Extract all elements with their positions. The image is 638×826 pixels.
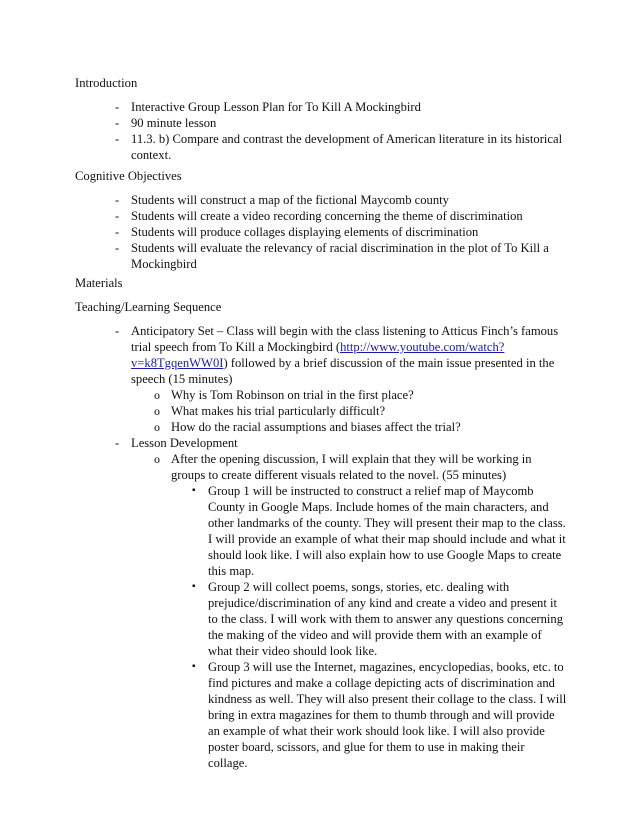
introduction-list xyxy=(75,99,565,163)
list-item: - Students will construct a map of the fictional Maycomb county xyxy=(115,193,449,207)
dash-marker: - xyxy=(115,100,120,114)
lesson-development-item xyxy=(75,435,567,771)
dash-marker: - xyxy=(115,116,120,130)
list-item: - Students will produce collages displaying elements of discrimination xyxy=(115,225,479,239)
list-item: - Interactive Group Lesson Plan for To Kill A Mockingbird xyxy=(115,100,421,114)
speech-video-link[interactable]: http://www.youtube.com/watch?v=k8TgqenWW0I xyxy=(131,340,505,370)
square-marker: ▪ xyxy=(192,661,196,672)
heading-materials: Materials xyxy=(75,276,123,290)
sequence-list xyxy=(75,323,567,771)
dash-marker: - xyxy=(115,436,120,450)
dash-marker: - xyxy=(115,241,120,255)
circle-marker: o xyxy=(154,388,160,402)
list-item: - Students will evaluate the relevancy of racial discrimination in the plot of To Kill a Mockingbird xyxy=(115,241,549,271)
anticipatory-text-before: Anticipatory Set – Class will begin with the class listening to Atticus Finch’s famous trial speech from To Kill a Mockingbird ( xyxy=(131,324,559,354)
dash-marker: - xyxy=(115,225,120,239)
dash-marker: - xyxy=(115,324,120,338)
lesson-development-title: Lesson Development xyxy=(131,436,238,450)
heading-introduction: Introduction xyxy=(75,76,138,90)
list-item: ▪ Group 1 will be instructed to construct a relief map of Maycomb County in Google Maps. Include homes of the main characters, and other landmarks of the county. They will present their map to the class. I will provide an example of what their map should include and what it should look like. I will also explain how to use Google Maps to create this map. xyxy=(192,484,566,578)
dash-marker: - xyxy=(115,193,120,207)
list-item: ▪ Group 2 will collect poems, songs, stories, etc. dealing with prejudice/discrimination of any kind and create a video and present it to the class. I will work with them to answer any questions concerning the making of the video and will provide them with an example of what their video should look like. xyxy=(192,580,563,658)
list-item: o After the opening discussion, I will explain that they will be working in groups to create different visuals related to the novel. (55 minutes) ▪ Group 1 will be instructed to construct a relief map of Maycomb County in Google Maps. Include homes of the main characters, and other landmarks of the county. They will present their map to the class. I will provide an example of what their map should include and what it should look like. I will also explain how to use Google Maps to create this map. ▪ Group 2 will collect poems, songs, stories, etc. dealing with prejudice/discrimination of any kind and create a video and present it to the class. I will work with them to answer any questions concerning the making of the video and will provide them with an example of what their video should look like. ▪ Group 3 will use the Internet, magazines, encyclopedias, books, etc. to find pictures and make a collage depicting acts of discrimination and kindness as well. They will also present their collage to the class. I will bring in extra magazines for them to thumb through and will provide an example of what their work should look like. I will also provide poster board, scissors, and glue for them to use in making their collage. xyxy=(154,452,567,770)
square-marker: ▪ xyxy=(192,581,196,592)
list-item: - Students will create a video recording concerning the theme of discrimination xyxy=(115,209,523,223)
objectives-list xyxy=(75,192,565,272)
heading-cognitive-objectives: Cognitive Objectives xyxy=(75,169,182,183)
list-item: - 11.3. b) Compare and contrast the development of American literature in its historical context. xyxy=(115,132,563,162)
circle-marker: o xyxy=(154,420,160,434)
circle-marker: o xyxy=(154,452,160,466)
list-item: o How do the racial assumptions and biases affect the trial? xyxy=(154,420,461,434)
dash-marker: - xyxy=(115,209,120,223)
circle-marker: o xyxy=(154,404,160,418)
list-item: ▪ Group 3 will use the Internet, magazines, encyclopedias, books, etc. to find pictures and make a collage depicting acts of discrimination and kindness as well. They will also present their collage to the class. I will bring in extra magazines for them to thumb through and will provide an example of what their work should look like. I will also provide poster board, scissors, and glue for them to use in making their collage. xyxy=(192,660,567,770)
list-item: - 90 minute lesson xyxy=(115,116,217,130)
anticipatory-set-item xyxy=(75,323,567,435)
discussion-questions-list xyxy=(131,387,567,435)
dash-marker: - xyxy=(115,132,120,146)
heading-teaching-learning-sequence: Teaching/Learning Sequence xyxy=(75,300,222,314)
list-item: o What makes his trial particularly difficult? xyxy=(154,404,386,418)
anticipatory-text-after: ) followed by a brief discussion of the main issue presented in the speech (15 minutes) xyxy=(131,356,555,386)
lesson-development-list xyxy=(131,451,567,771)
list-item: o Why is Tom Robinson on trial in the first place? xyxy=(154,388,414,402)
square-marker: ▪ xyxy=(192,485,196,496)
groups-list xyxy=(171,483,567,771)
